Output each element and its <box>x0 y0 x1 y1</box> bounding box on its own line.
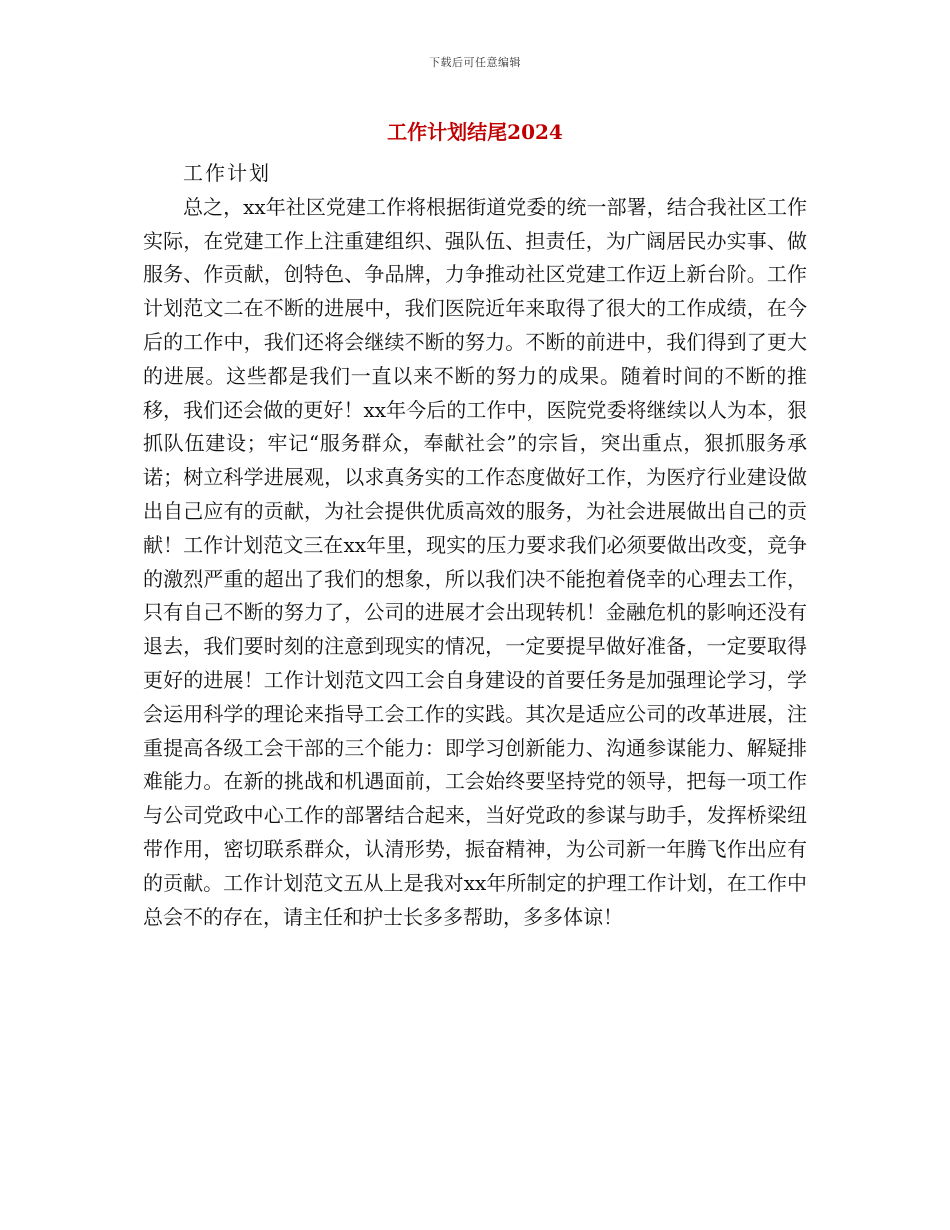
document-body <box>143 157 807 934</box>
body-paragraph: 总之，xx年社区党建工作将根据街道党委的统一部署，结合我社区工作实际，在党建工作上注重建组织、强队伍、担责任，为广阔居民办实事、做服务、作贡献，创特色、争品牌，力争推动社区党建工作迈上新台阶。工作计划范文二在不断的进展中，我们医院近年来取得了很大的工作成绩，在今后的工作中，我们还将会继续不断的努力。不断的前进中，我们得到了更大的进展。这些都是我们一直以来不断的努力的成果。随着时间的不断的推移，我们还会做的更好！xx年今后的工作中，医院党委将继续以人为本，狠抓队伍建设；牢记“服务群众，奉献社会”的宗旨，突出重点，狠抓服务承诺；树立科学进展观，以求真务实的工作态度做好工作，为医疗行业建设做出自己应有的贡献，为社会提供优质高效的服务，为社会进展做出自己的贡献！工作计划范文三在xx年里，现实的压力要求我们必须要做出改变，竞争的激烈严重的超出了我们的想象，所以我们决不能抱着侥幸的心理去工作，只有自己不断的努力了，公司的进展才会出现转机！金融危机的影响还没有退去，我们要时刻的注意到现实的情况，一定要提早做好准备，一定要取得更好的进展！工作计划范文四工会自身建设的首要任务是加强理论学习，学会运用科学的理论来指导工会工作的实践。其次是适应公司的改革进展，注重提高各级工会干部的三个能力：即学习创新能力、沟通参谋能力、解疑排难能力。在新的挑战和机遇面前，工会始终要坚持党的领导，把每一项工作与公司党政中心工作的部署结合起来，当好党政的参谋与助手，发挥桥梁纽带作用，密切联系群众，认清形势，振奋精神，为公司新一年腾飞作出应有的贡献。工作计划范文五从上是我对xx年所制定的护理工作计划，在工作中总会不的存在，请主任和护士长多多帮助，多多体谅！ <box>143 194 807 929</box>
header-note: 下载后可任意编辑 <box>429 56 521 69</box>
subheading: 工作计划 <box>183 161 271 185</box>
document-title: 工作计划结尾2024 <box>387 120 563 144</box>
